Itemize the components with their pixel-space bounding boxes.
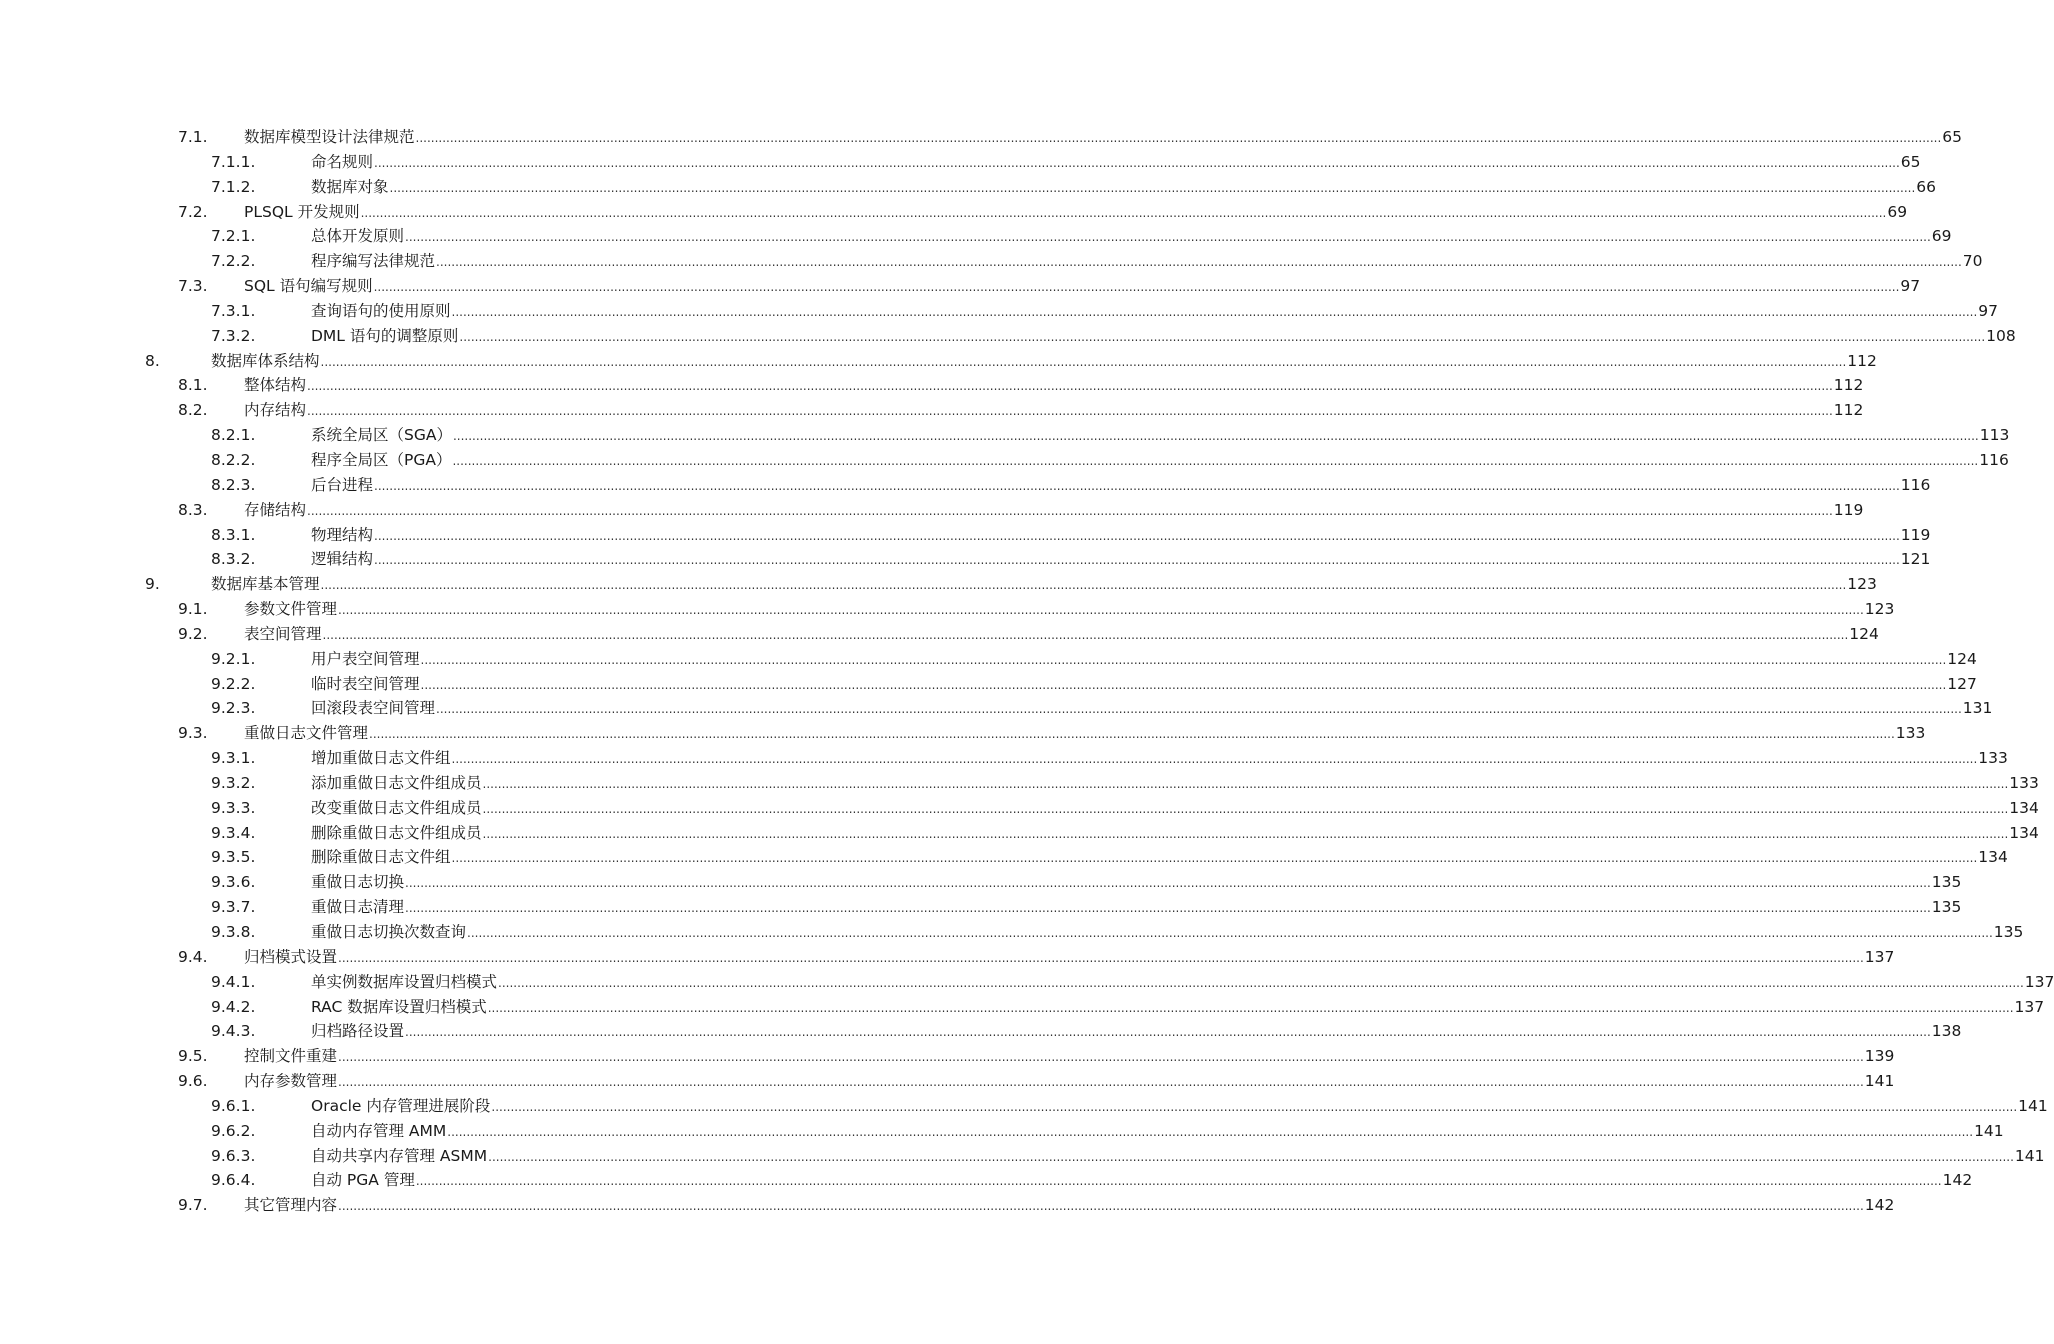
toc-entry-title[interactable]: 归档模式设置: [244, 947, 338, 966]
toc-entry-line[interactable]: [311, 870, 1962, 896]
toc-dot-leader: ................................................................................................................................................................................................................................................................................................................................................................................................................: [451, 752, 1978, 767]
toc-entry-title[interactable]: 系统全局区（SGA）: [311, 426, 452, 445]
toc-dot-leader: ................................................................................................................................................................................................................................................................................................................................................................................................................: [482, 801, 2009, 816]
toc-entry-number: 9.3.6.: [211, 873, 256, 892]
toc-entry-line[interactable]: [311, 746, 2008, 772]
toc-entry-page-number[interactable]: 141: [1864, 1072, 1895, 1091]
toc-entry-title[interactable]: 自动 PGA 管理: [311, 1171, 415, 1190]
toc-entry-title[interactable]: RAC 数据库设置归档模式: [311, 997, 487, 1016]
toc-entry-page-number[interactable]: 123: [1847, 575, 1877, 594]
toc-dot-leader: ................................................................................................................................................................................................................................................................................................................................................................................................................: [307, 404, 1833, 419]
toc-entry-line[interactable]: [244, 622, 1879, 648]
toc-entry-number: 9.6.: [178, 1072, 208, 1091]
toc-entry-line[interactable]: [311, 547, 1931, 573]
toc-entry[interactable]: [0, 721, 1926, 746]
toc-entry-number: 7.3.2.: [211, 326, 256, 345]
toc-entry-line[interactable]: [311, 920, 2024, 946]
toc-dot-leader: ................................................................................................................................................................................................................................................................................................................................................................................................................: [374, 553, 1900, 568]
toc-entry-line[interactable]: [244, 721, 1926, 747]
toc-entry-number: 9.4.3.: [211, 1022, 256, 1041]
toc-entry-title[interactable]: 临时表空间管理: [311, 674, 420, 693]
toc-entry-title[interactable]: SQL 语句编写规则: [244, 277, 373, 296]
toc-dot-leader: ................................................................................................................................................................................................................................................................................................................................................................................................................: [436, 702, 1962, 717]
toc-entry[interactable]: [0, 821, 2039, 846]
toc-entry-number: 8.2.: [178, 401, 208, 420]
toc-entry[interactable]: [0, 423, 2010, 448]
toc-dot-leader: ................................................................................................................................................................................................................................................................................................................................................................................................................: [405, 230, 1931, 245]
toc-entry-number: 9.3.3.: [211, 798, 256, 817]
toc-entry-number: 8.3.1.: [211, 525, 256, 544]
toc-entry-title[interactable]: 控制文件重建: [244, 1047, 338, 1066]
toc-entry[interactable]: [0, 324, 2016, 349]
toc-entry-number: 8.2.3.: [211, 475, 256, 494]
toc-entry-number: 9.3.8.: [211, 923, 256, 941]
toc-dot-leader: ................................................................................................................................................................................................................................................................................................................................................................................................................: [389, 180, 1916, 195]
toc-entry-number: 7.3.: [178, 277, 208, 296]
toc-entry-line[interactable]: [311, 423, 2010, 449]
toc-entry-page-number[interactable]: 134: [1978, 848, 2008, 867]
toc-entry-number: 9.2.2.: [211, 674, 256, 693]
toc-entry-number: 9.7.: [178, 1196, 208, 1215]
toc-entry-title[interactable]: 删除重做日志文件组: [311, 848, 451, 867]
toc-entry-title[interactable]: 参数文件管理: [244, 600, 338, 619]
toc-dot-leader: ................................................................................................................................................................................................................................................................................................................................................................................................................: [338, 1075, 1864, 1090]
toc-entry-line[interactable]: [311, 845, 2008, 871]
toc-entry[interactable]: [0, 796, 2039, 821]
toc-entry[interactable]: [0, 448, 2009, 473]
toc-entry-number: 7.3.1.: [211, 301, 256, 320]
toc-entry[interactable]: [0, 1144, 2045, 1169]
toc-entry-line[interactable]: [311, 150, 1921, 176]
toc-entry-number: 8.1.: [178, 376, 208, 395]
toc-entry-line[interactable]: [311, 523, 1931, 549]
toc-dot-leader: ................................................................................................................................................................................................................................................................................................................................................................................................................: [338, 603, 1864, 618]
toc-entry-line[interactable]: [311, 821, 2039, 847]
toc-entry-number: 9.: [145, 575, 160, 594]
toc-entry-page-number[interactable]: 124: [1947, 649, 1977, 668]
toc-entry-number: 9.6.1.: [211, 1096, 256, 1115]
toc-entry-number: 9.4.2.: [211, 997, 256, 1016]
toc-dot-leader: ................................................................................................................................................................................................................................................................................................................................................................................................................: [498, 975, 2024, 990]
toc-entry[interactable]: [0, 995, 2045, 1020]
toc-entry[interactable]: [0, 1193, 1895, 1218]
toc-entry-title[interactable]: 重做日志切换: [311, 873, 405, 892]
toc-entry[interactable]: [0, 622, 1879, 647]
toc-entry-title[interactable]: 回滚段表空间管理: [311, 699, 436, 718]
toc-entry-number: 9.3.7.: [211, 898, 256, 917]
toc-entry[interactable]: [0, 125, 1963, 150]
toc-entry-page-number[interactable]: 137: [1864, 947, 1895, 966]
toc-entry-line[interactable]: [311, 1119, 2004, 1145]
toc-dot-leader: ................................................................................................................................................................................................................................................................................................................................................................................................................: [307, 379, 1833, 394]
toc-entry-number: 9.6.4.: [211, 1171, 256, 1190]
toc-entry-number: 9.3.4.: [211, 823, 256, 842]
toc-entry-page-number[interactable]: 116: [1900, 475, 1931, 494]
toc-entry[interactable]: [0, 845, 2008, 870]
toc-entry[interactable]: [0, 274, 1921, 299]
toc-entry-page-number[interactable]: 134: [2009, 798, 2039, 817]
toc-entry[interactable]: [0, 373, 1864, 398]
toc-entry-line[interactable]: [311, 448, 2009, 474]
toc-entry-title[interactable]: DML 语句的调整原则: [311, 326, 459, 345]
toc-entry-line[interactable]: [211, 572, 1877, 598]
toc-entry-line[interactable]: [311, 771, 2039, 797]
toc-entry-title[interactable]: 后台进程: [311, 475, 374, 494]
toc-entry-number: 9.2.1.: [211, 649, 256, 668]
toc-dot-leader: ................................................................................................................................................................................................................................................................................................................................................................................................................: [374, 478, 1900, 493]
toc-entry-title[interactable]: 增加重做日志文件组: [311, 749, 451, 768]
toc-dot-leader: ................................................................................................................................................................................................................................................................................................................................................................................................................: [307, 503, 1833, 518]
toc-dot-leader: ................................................................................................................................................................................................................................................................................................................................................................................................................: [452, 453, 1979, 468]
toc-entry-title[interactable]: 数据库对象: [311, 177, 389, 196]
toc-entry-title[interactable]: 存储结构: [244, 500, 307, 519]
toc-entry[interactable]: [0, 746, 2008, 771]
toc-entry[interactable]: [0, 870, 1962, 895]
toc-entry-title[interactable]: 逻辑结构: [311, 550, 374, 569]
toc-dot-leader: ................................................................................................................................................................................................................................................................................................................................................................................................................: [487, 1000, 2014, 1015]
toc-entry-page-number[interactable]: 142: [1864, 1196, 1895, 1215]
toc-dot-leader: ................................................................................................................................................................................................................................................................................................................................................................................................................: [467, 926, 1993, 940]
toc-entry-page-number[interactable]: 135: [1993, 923, 2024, 941]
toc-entry-line[interactable]: [311, 970, 2054, 996]
toc-entry-line[interactable]: [244, 398, 1864, 424]
toc-entry-page-number[interactable]: 138: [1931, 1022, 1962, 1041]
toc-entry-line[interactable]: [311, 1144, 2045, 1170]
toc-entry-title[interactable]: 内存参数管理: [244, 1072, 338, 1091]
toc-entry-line[interactable]: [311, 324, 2016, 350]
toc-entry-title[interactable]: 整体结构: [244, 376, 307, 395]
toc-dot-leader: ................................................................................................................................................................................................................................................................................................................................................................................................................: [436, 255, 1962, 270]
toc-entry[interactable]: [0, 398, 1864, 423]
toc-dot-leader: ................................................................................................................................................................................................................................................................................................................................................................................................................: [420, 652, 1947, 667]
toc-entry-page-number[interactable]: 133: [1978, 749, 2008, 768]
toc-entry-line[interactable]: [244, 274, 1921, 300]
toc-entry-page-number[interactable]: 65: [1900, 152, 1921, 171]
toc-entry-line[interactable]: [311, 1168, 1973, 1194]
toc-dot-leader: ................................................................................................................................................................................................................................................................................................................................................................................................................: [491, 1099, 2018, 1114]
toc-entry[interactable]: [0, 1019, 1962, 1044]
toc-entry-page-number[interactable]: 141: [2014, 1146, 2045, 1165]
toc-dot-leader: ................................................................................................................................................................................................................................................................................................................................................................................................................: [322, 627, 1849, 642]
toc-entry-title[interactable]: 其它管理内容: [244, 1196, 338, 1215]
toc-entry-page-number[interactable]: 112: [1833, 376, 1864, 395]
toc-entry-title[interactable]: 重做日志文件管理: [244, 724, 369, 743]
toc-entry-page-number[interactable]: 65: [1942, 128, 1963, 146]
toc-dot-leader: ................................................................................................................................................................................................................................................................................................................................................................................................................: [482, 826, 2009, 841]
toc-entry-title[interactable]: 数据库基本管理: [211, 575, 320, 594]
toc-dot-leader: ................................................................................................................................................................................................................................................................................................................................................................................................................: [374, 528, 1900, 543]
toc-entry-page-number[interactable]: 141: [1974, 1121, 2004, 1140]
toc-entry-page-number[interactable]: 133: [2009, 773, 2039, 792]
toc-entry-line[interactable]: [211, 349, 1877, 375]
toc-dot-leader: ................................................................................................................................................................................................................................................................................................................................................................................................................: [452, 429, 1979, 444]
toc-dot-leader: ................................................................................................................................................................................................................................................................................................................................................................................................................: [373, 280, 1900, 295]
toc-entry-line[interactable]: [244, 1069, 1895, 1095]
toc-dot-leader: ................................................................................................................................................................................................................................................................................................................................................................................................................: [451, 304, 1978, 319]
toc-dot-leader: ................................................................................................................................................................................................................................................................................................................................................................................................................: [451, 851, 1978, 866]
toc-entry-page-number[interactable]: 127: [1947, 674, 1977, 693]
toc-entry-page-number[interactable]: 134: [2009, 823, 2039, 842]
toc-entry-line[interactable]: [311, 473, 1931, 499]
toc-entry-number: 9.5.: [178, 1047, 208, 1066]
toc-entry-line[interactable]: [244, 1044, 1895, 1070]
toc-entry-number: 9.2.3.: [211, 699, 256, 718]
toc-entry-page-number[interactable]: 97: [1978, 301, 1999, 320]
toc-entry-page-number[interactable]: 69: [1931, 227, 1952, 246]
toc-entry-page-number[interactable]: 112: [1833, 401, 1864, 420]
toc-entry[interactable]: [0, 945, 1895, 970]
toc-entry-title[interactable]: 物理结构: [311, 525, 374, 544]
toc-dot-leader: ................................................................................................................................................................................................................................................................................................................................................................................................................: [374, 155, 1900, 170]
toc-entry[interactable]: [0, 895, 1962, 920]
toc-entry-page-number[interactable]: 142: [1942, 1171, 1973, 1190]
toc-entry-page-number[interactable]: 113: [1979, 426, 2010, 445]
toc-entry-line[interactable]: [244, 945, 1895, 971]
toc-entry-title[interactable]: 重做日志切换次数查询: [311, 923, 467, 941]
toc-entry-line[interactable]: [311, 249, 1983, 275]
toc-dot-leader: ................................................................................................................................................................................................................................................................................................................................................................................................................: [320, 578, 1847, 593]
toc-entry-number: 7.2.1.: [211, 227, 256, 246]
toc-dot-leader: ................................................................................................................................................................................................................................................................................................................................................................................................................: [405, 876, 1931, 891]
toc-entry-number: 8.2.1.: [211, 426, 256, 445]
toc-entry-title[interactable]: 数据库体系结构: [211, 351, 320, 370]
toc-entry-page-number[interactable]: 70: [1962, 252, 1983, 271]
toc-dot-leader: ................................................................................................................................................................................................................................................................................................................................................................................................................: [360, 205, 1887, 220]
toc-entry[interactable]: [0, 249, 1983, 274]
toc-entry-page-number[interactable]: 135: [1931, 873, 1962, 892]
toc-dot-leader: ................................................................................................................................................................................................................................................................................................................................................................................................................: [338, 1050, 1864, 1065]
toc-entry-line[interactable]: [311, 995, 2045, 1021]
toc-entry-title[interactable]: 归档路径设置: [311, 1022, 405, 1041]
toc-entry-page-number[interactable]: 112: [1847, 351, 1877, 370]
toc-entry[interactable]: [0, 672, 1977, 697]
toc-entry[interactable]: [0, 920, 2024, 945]
toc-entry-number: 9.3.5.: [211, 848, 256, 867]
toc-dot-leader: ................................................................................................................................................................................................................................................................................................................................................................................................................: [405, 901, 1931, 916]
toc-entry-title[interactable]: 查询语句的使用原则: [311, 301, 451, 320]
toc-entry[interactable]: [0, 547, 1931, 572]
toc-entry-page-number[interactable]: 133: [1895, 724, 1926, 743]
toc-dot-leader: ................................................................................................................................................................................................................................................................................................................................................................................................................: [447, 1124, 1974, 1139]
toc-entry[interactable]: [0, 597, 1895, 622]
toc-entry-title[interactable]: 改变重做日志文件组成员: [311, 798, 482, 817]
table-of-contents: [0, 125, 2054, 1218]
toc-entry[interactable]: [0, 1094, 2048, 1119]
toc-entry-page-number[interactable]: 69: [1887, 202, 1908, 221]
toc-entry[interactable]: [0, 224, 1952, 249]
toc-entry-page-number[interactable]: 139: [1864, 1047, 1895, 1066]
toc-entry-title[interactable]: 总体开发原则: [311, 227, 405, 246]
toc-entry[interactable]: [0, 1044, 1895, 1069]
toc-entry-page-number[interactable]: 135: [1931, 898, 1962, 917]
toc-entry-page-number[interactable]: 116: [1979, 450, 2009, 469]
toc-entry-number: 9.3.: [178, 724, 208, 743]
toc-entry[interactable]: [0, 771, 2039, 796]
toc-entry-title[interactable]: 添加重做日志文件组成员: [311, 773, 482, 792]
toc-entry-line[interactable]: [244, 1193, 1895, 1219]
toc-entry-number: 9.6.2.: [211, 1121, 256, 1140]
toc-entry-title[interactable]: 表空间管理: [244, 624, 322, 643]
toc-entry-line[interactable]: [311, 1094, 2048, 1120]
toc-entry-line[interactable]: [244, 498, 1864, 524]
toc-entry[interactable]: [0, 175, 1937, 200]
toc-entry-title[interactable]: 程序编写法律规范: [311, 252, 436, 271]
toc-entry-number: 9.4.: [178, 947, 208, 966]
toc-entry-title[interactable]: 程序全局区（PGA）: [311, 450, 452, 469]
toc-dot-leader: ................................................................................................................................................................................................................................................................................................................................................................................................................: [338, 950, 1864, 965]
toc-entry-number: 8.: [145, 351, 160, 370]
toc-entry-title[interactable]: PLSQL 开发规则: [244, 202, 360, 221]
toc-entry[interactable]: [0, 1069, 1895, 1094]
toc-dot-leader: ................................................................................................................................................................................................................................................................................................................................................................................................................: [338, 1199, 1864, 1214]
toc-entry-number: 9.3.1.: [211, 749, 256, 768]
toc-entry-page-number[interactable]: 123: [1864, 600, 1895, 619]
toc-entry[interactable]: [0, 523, 1931, 548]
toc-entry-title[interactable]: 数据库模型设计法律规范: [244, 128, 415, 146]
toc-entry[interactable]: [0, 200, 1908, 225]
toc-entry-number: 8.3.2.: [211, 550, 256, 569]
toc-entry[interactable]: [0, 299, 1999, 324]
toc-entry-title[interactable]: 单实例数据库设置归档模式: [311, 972, 498, 991]
toc-entry-title[interactable]: 重做日志清理: [311, 898, 405, 917]
toc-entry-title[interactable]: 自动共享内存管理 ASMM: [311, 1146, 488, 1165]
toc-entry-title[interactable]: 删除重做日志文件组成员: [311, 823, 482, 842]
toc-entry-page-number[interactable]: 137: [2024, 972, 2054, 991]
toc-entry-line[interactable]: [311, 299, 1999, 325]
toc-entry-line[interactable]: [311, 647, 1977, 673]
toc-entry-line[interactable]: [311, 796, 2039, 822]
toc-entry-page-number[interactable]: 141: [2018, 1096, 2048, 1115]
toc-entry-line[interactable]: [311, 696, 1993, 722]
toc-entry[interactable]: [0, 1168, 1973, 1193]
toc-dot-leader: ................................................................................................................................................................................................................................................................................................................................................................................................................: [420, 677, 1947, 692]
toc-entry-page-number[interactable]: 131: [1962, 699, 1993, 718]
toc-entry-line[interactable]: [244, 597, 1895, 623]
toc-entry-page-number[interactable]: 121: [1900, 550, 1931, 569]
toc-entry-page-number[interactable]: 97: [1900, 277, 1921, 296]
toc-entry-line[interactable]: [244, 200, 1908, 226]
toc-entry[interactable]: [0, 473, 1931, 498]
toc-entry-line[interactable]: [311, 1019, 1962, 1045]
toc-entry-page-number[interactable]: 119: [1900, 525, 1931, 544]
toc-dot-leader: ................................................................................................................................................................................................................................................................................................................................................................................................................: [459, 329, 1986, 344]
toc-entry-title[interactable]: 用户表空间管理: [311, 649, 420, 668]
toc-entry-line[interactable]: [311, 175, 1937, 201]
toc-entry-number: 8.2.2.: [211, 450, 256, 469]
toc-entry-number: 7.1.1.: [211, 152, 256, 171]
toc-entry-number: 7.1.2.: [211, 177, 256, 196]
toc-entry-line[interactable]: [244, 373, 1864, 399]
toc-entry-number: 7.2.2.: [211, 252, 256, 271]
toc-entry[interactable]: [0, 647, 1977, 672]
toc-dot-leader: ................................................................................................................................................................................................................................................................................................................................................................................................................: [369, 727, 1895, 742]
toc-dot-leader: ................................................................................................................................................................................................................................................................................................................................................................................................................: [482, 776, 2009, 791]
toc-dot-leader: ................................................................................................................................................................................................................................................................................................................................................................................................................: [415, 1174, 1942, 1189]
toc-entry-line[interactable]: [311, 672, 1977, 698]
toc-dot-leader: ................................................................................................................................................................................................................................................................................................................................................................................................................: [415, 131, 1942, 145]
toc-entry[interactable]: [0, 572, 1877, 597]
toc-entry[interactable]: [0, 1119, 2004, 1144]
toc-dot-leader: ................................................................................................................................................................................................................................................................................................................................................................................................................: [320, 354, 1847, 369]
toc-entry-title[interactable]: 命名规则: [311, 152, 374, 171]
toc-entry-title[interactable]: Oracle 内存管理进展阶段: [311, 1096, 491, 1115]
toc-entry-line[interactable]: [311, 224, 1952, 250]
toc-entry-number: 7.1.: [178, 128, 208, 146]
toc-entry-page-number[interactable]: 124: [1849, 624, 1879, 643]
toc-entry[interactable]: [0, 970, 2054, 995]
toc-entry-number: 9.6.3.: [211, 1146, 256, 1165]
toc-entry-page-number[interactable]: 66: [1916, 177, 1937, 196]
toc-entry-page-number[interactable]: 137: [2014, 997, 2045, 1016]
toc-entry[interactable]: [0, 498, 1864, 523]
toc-entry-number: 8.3.: [178, 500, 208, 519]
toc-entry-page-number[interactable]: 108: [1986, 326, 2016, 345]
toc-entry-page-number[interactable]: 119: [1833, 500, 1864, 519]
toc-entry-line[interactable]: [244, 125, 1963, 151]
toc-entry-number: 9.4.1.: [211, 972, 256, 991]
toc-entry-number: 7.2.: [178, 202, 208, 221]
toc-entry-line[interactable]: [311, 895, 1962, 921]
toc-entry-number: 9.1.: [178, 600, 208, 619]
toc-entry-number: 9.2.: [178, 624, 208, 643]
toc-entry-title[interactable]: 自动内存管理 AMM: [311, 1121, 447, 1140]
toc-entry-number: 9.3.2.: [211, 773, 256, 792]
toc-entry[interactable]: [0, 150, 1921, 175]
toc-entry-title[interactable]: 内存结构: [244, 401, 307, 420]
toc-dot-leader: ................................................................................................................................................................................................................................................................................................................................................................................................................: [488, 1149, 2014, 1164]
toc-entry[interactable]: [0, 349, 1877, 374]
toc-dot-leader: ................................................................................................................................................................................................................................................................................................................................................................................................................: [405, 1025, 1931, 1040]
toc-entry[interactable]: [0, 696, 1993, 721]
